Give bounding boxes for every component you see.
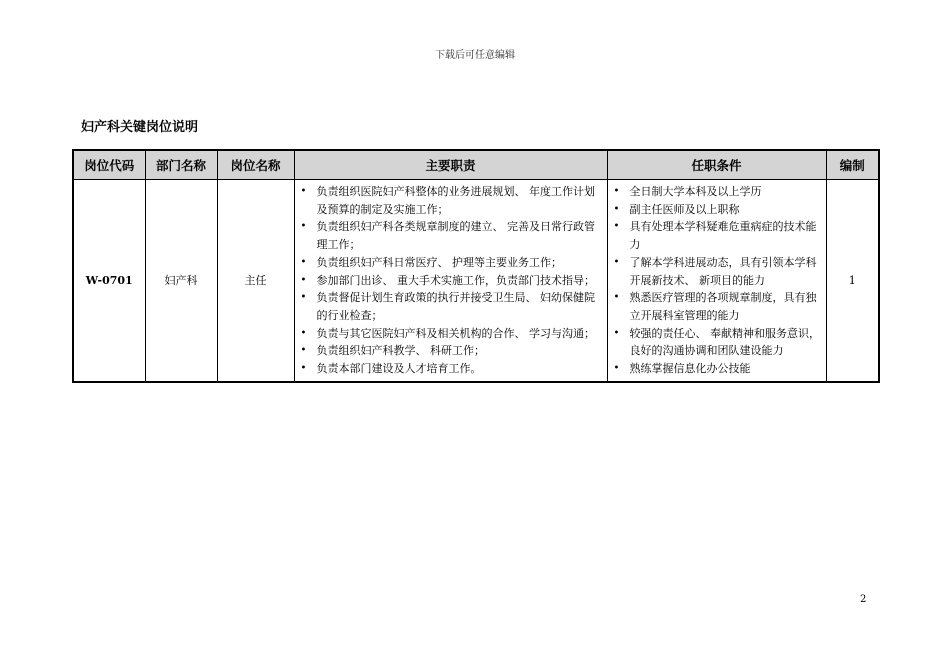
bullet-icon: •	[613, 221, 620, 233]
requirements-cell	[607, 180, 826, 382]
duty-text: 负责本部门建设及人才培育工作。	[316, 362, 482, 376]
duties-cell	[294, 180, 607, 382]
header-department-name: 部门名称	[145, 150, 217, 180]
duty-text: 负责组织医院妇产科整体的业务进展规划、 年度工作计划及预算的制定及实施工作；	[316, 185, 595, 216]
duty-item	[301, 360, 602, 378]
bullet-icon: •	[613, 256, 620, 268]
requirements-list	[608, 180, 826, 381]
requirement-text: 熟练掌握信息化办公技能	[629, 362, 751, 376]
requirement-text: 具有处理本学科疑难危重病症的技术能力	[629, 220, 817, 252]
duty-item	[301, 289, 602, 324]
duty-item	[301, 272, 602, 290]
requirement-text: 熟悉医疗管理的各项规章制度，具有独立开展科室管理的能力	[629, 291, 817, 322]
bullet-icon: •	[300, 327, 307, 339]
headcount-cell: 1	[826, 180, 879, 382]
header-requirements: 任职条件	[607, 150, 826, 180]
bullet-icon: •	[613, 292, 620, 304]
duty-item	[301, 342, 602, 360]
requirement-item	[614, 325, 821, 360]
position-description-table	[72, 149, 880, 383]
duty-text: 负责组织妇产科教学、 科研工作；	[316, 344, 485, 358]
bullet-icon: •	[300, 274, 307, 286]
header-headcount: 编制	[826, 150, 879, 180]
table-row	[73, 180, 879, 382]
department-cell: 妇产科	[145, 180, 217, 382]
duty-item	[301, 254, 602, 272]
position-code-cell: W-0701	[73, 180, 145, 382]
requirement-item	[614, 218, 821, 253]
duty-text: 负责组织妇产科日常医疗、 护理等主要业务工作；	[316, 255, 562, 269]
requirement-item	[614, 289, 821, 324]
requirement-item	[614, 183, 821, 201]
duty-text: 负责组织妇产科各类规章制度的建立、 完善及日常行政管理工作；	[316, 220, 595, 252]
duty-item	[301, 218, 602, 253]
bullet-icon: •	[300, 292, 307, 304]
bullet-icon: •	[613, 327, 620, 339]
bullet-icon: •	[300, 256, 307, 268]
page-number: 2	[860, 594, 867, 605]
header-position-code: 岗位代码	[73, 150, 145, 180]
bullet-icon: •	[300, 186, 307, 197]
duty-text: 负责督促计划生育政策的执行并接受卫生局、 妇幼保健院的行业检查；	[316, 291, 595, 322]
requirement-item	[614, 254, 821, 289]
header-note: 下载后可任意编辑	[435, 50, 515, 61]
bullet-icon: •	[613, 203, 620, 215]
bullet-icon: •	[300, 363, 307, 375]
duties-list	[295, 180, 607, 381]
header-position-name: 岗位名称	[217, 150, 294, 180]
table-header-row	[73, 150, 879, 180]
requirement-text: 了解本学科进展动态，具有引领本学科开展新技术、 新项目的能力	[629, 255, 817, 287]
bullet-icon: •	[300, 345, 307, 357]
duty-item	[301, 325, 602, 343]
bullet-icon: •	[613, 363, 620, 375]
duty-item	[301, 183, 602, 218]
header-main-duties: 主要职责	[294, 150, 607, 180]
document-title: 妇产科关键岗位说明	[81, 120, 199, 135]
requirement-text: 全日制大学本科及以上学历	[629, 185, 762, 198]
bullet-icon: •	[613, 186, 620, 197]
duty-text: 负责与其它医院妇产科及相关机构的合作、 学习与沟通；	[316, 326, 595, 340]
requirement-text: 副主任医师及以上职称	[629, 202, 740, 216]
requirement-text: 较强的责任心、 奉献精神和服务意识，良好的沟通协调和团队建设能力	[629, 326, 820, 358]
bullet-icon: •	[300, 221, 307, 233]
requirement-item	[614, 201, 821, 219]
requirement-item	[614, 360, 821, 378]
duty-text: 参加部门出诊、 重大手术实施工作，负责部门技术指导；	[316, 273, 595, 287]
position-cell: 主任	[217, 180, 294, 382]
